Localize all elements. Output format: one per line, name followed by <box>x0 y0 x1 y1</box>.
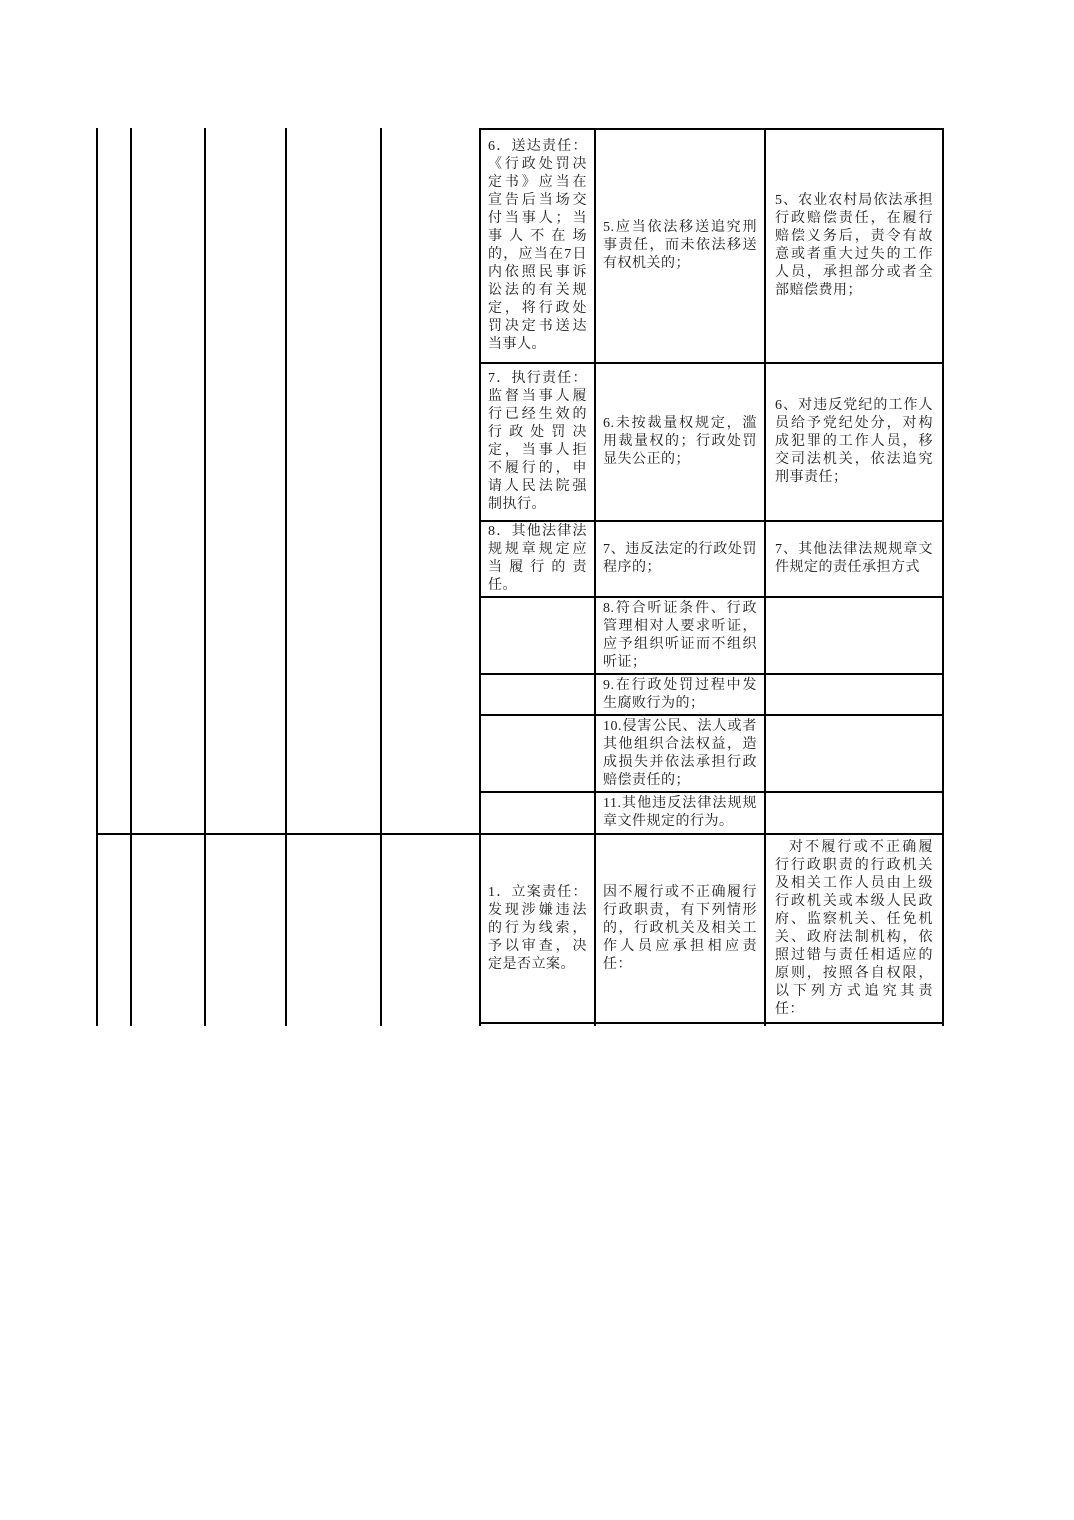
cell-text: 10.侵害公民、法人或者其他组织合法权益，造成损失并依法承担行政赔偿责任的； <box>603 718 757 788</box>
cell-duty-other <box>481 522 594 596</box>
cell-text: 5.应当依法移送追究刑事责任，而未依法移送有权机关的； <box>603 220 757 271</box>
cell-text: 6.未按裁量权规定，滥用裁量权的；行政处罚显失公正的； <box>603 416 757 467</box>
cell-violation-8 <box>596 598 764 673</box>
cell-text: 1．立案责任：发现涉嫌违法的行为线索，予以审查，决定是否立案。 <box>488 884 587 972</box>
cell-text: 8．其他法律法规规章规定应当履行的责任。 <box>488 524 587 593</box>
cell-violation-11 <box>596 793 764 833</box>
cell-violation-7 <box>596 522 764 596</box>
table-grid-vline <box>380 128 382 1026</box>
cell-violation-intro <box>596 835 764 1022</box>
table-grid-vline <box>204 128 206 1026</box>
cell-text: 7、违反法定的行政处罚程序的； <box>603 542 757 575</box>
table-grid-vline <box>285 128 287 1026</box>
cell-liability-6 <box>766 364 942 520</box>
cell-text: 7、其他法律法规规章文件规定的责任承担方式 <box>775 542 933 575</box>
table-grid-vline <box>130 128 132 1026</box>
cell-violation-10 <box>596 716 764 791</box>
cell-liability-intro <box>766 835 942 1022</box>
cell-text: 8.符合听证条件、行政管理相对人要求听证，应予组织听证而不组织听证； <box>603 600 757 670</box>
table-grid-vline <box>942 128 944 1026</box>
table-grid-vline <box>96 128 98 1026</box>
table-grid-hline <box>479 1022 944 1024</box>
cell-violation-6 <box>596 364 764 520</box>
cell-liability-7 <box>766 522 942 596</box>
cell-text: 6、对违反党纪的工作人员给予党纪处分，对构成犯罪的工作人员，移交司法机关，依法追究刑事责任； <box>775 398 933 485</box>
cell-text: 因不履行或不正确履行行政职责，有下列情形的，行政机关及相关工作人员应承担相应责任： <box>603 884 757 972</box>
cell-duty-delivery <box>481 130 594 362</box>
cell-violation-5 <box>596 130 764 362</box>
cell-text: 对不履行或不正确履行行政职责的行政机关及相关工作人员由上级行政机关或本级人民政府、监察机关、任免机关、政府法制机构，依照过错与责任相适应的原则，按照各自权限，以下列方式追究其责任： <box>775 839 933 1017</box>
cell-liability-5 <box>766 130 942 362</box>
cell-duty-case-filing <box>481 835 594 1022</box>
cell-text: 11.其他违反法律法规规章文件规定的行为。 <box>603 796 757 829</box>
cell-violation-9 <box>596 675 764 714</box>
cell-text: 9.在行政处罚过程中发生腐败行为的； <box>603 677 757 711</box>
cell-text: 5、农业农村局依法承担行政赔偿责任，在履行赔偿义务后，责令有故意或者重大过失的工作人员，承担部分或者全部赔偿费用； <box>775 193 933 298</box>
cell-text: 7．执行责任：监督当事人履行已经生效的行政处罚决定，当事人拒不履行的，申请人民法院强制执行。 <box>488 371 587 512</box>
cell-duty-enforcement <box>481 364 594 520</box>
cell-text: 6．送达责任：《行政处罚决定书》应当在宣告后当场交付当事人；当事人不在场的，应当在7日内依照民事诉讼法的有关规定，将行政处罚决定书送达当事人。 <box>488 139 587 352</box>
